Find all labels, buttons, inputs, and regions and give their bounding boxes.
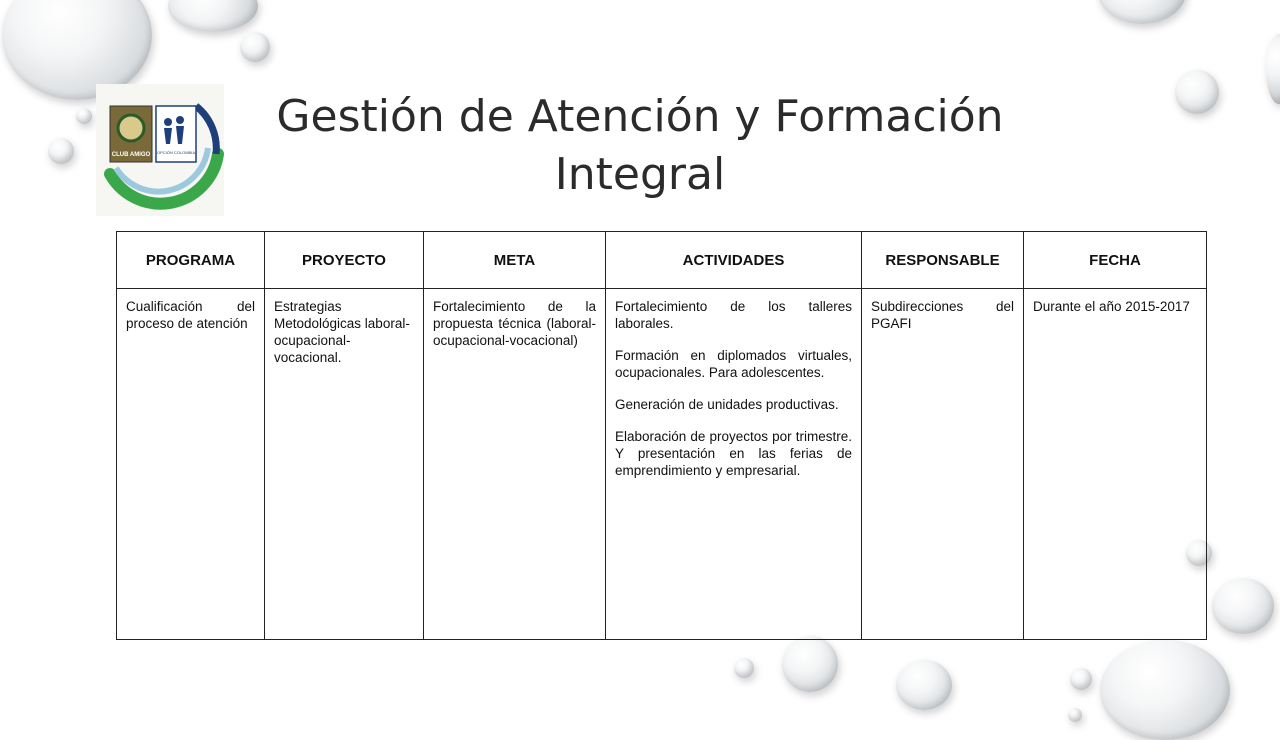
page-title: Gestión de Atención y Formación Integral [276,91,1004,200]
cell-fecha: Durante el año 2015-2017 [1024,289,1207,640]
column-header-programa: PROGRAMA [117,232,265,289]
water-drop-decoration [734,658,754,678]
water-drop-decoration [168,0,258,32]
water-drop-decoration [240,32,270,62]
activity-item: Elaboración de proyectos por trimestre. Y presentación en las ferias de emprendimiento y empresarial. [615,429,852,478]
water-drop-decoration [1212,578,1274,634]
activity-item: Formación en diplomados virtuales, ocupacionales. Para adolescentes. [615,348,852,380]
water-drop-decoration [1098,0,1186,24]
svg-text:CLUB AMIGO: CLUB AMIGO [111,152,151,158]
cell-responsable: Subdirecciones del PGAFI [862,289,1024,640]
water-drop-decoration [76,108,92,124]
table-header-row [117,232,1207,289]
program-table [116,231,1207,640]
water-drop-decoration [1070,668,1092,690]
column-header-meta: META [424,232,606,289]
water-drop-decoration [1175,70,1219,114]
logo-graphic [96,84,224,216]
cell-programa: Cualificación del proceso de atención [117,289,265,640]
column-header-proyecto: PROYECTO [265,232,424,289]
water-drop-decoration [782,636,838,692]
cell-meta: Fortalecimiento de la propuesta técnica (laboral- ocupacional-vocacional) [424,289,606,640]
water-drop-decoration [896,660,952,710]
organization-logo [96,84,224,216]
cell-actividades [606,289,862,640]
water-drop-decoration [48,138,74,164]
svg-text:OPCIÓN COLOMBIA: OPCIÓN COLOMBIA [156,150,196,155]
column-header-fecha: FECHA [1024,232,1207,289]
activity-item: Fortalecimiento de los talleres laborales. [615,299,852,331]
column-header-actividades: ACTIVIDADES [606,232,862,289]
cell-proyecto: Estrategias Metodológicas laboral-ocupacional-vocacional. [265,289,424,640]
water-drop-decoration [1100,640,1230,740]
column-header-responsable: RESPONSABLE [862,232,1024,289]
table-row [117,289,1207,640]
water-drop-decoration [1266,34,1280,104]
activity-item: Generación de unidades productivas. [615,397,839,412]
